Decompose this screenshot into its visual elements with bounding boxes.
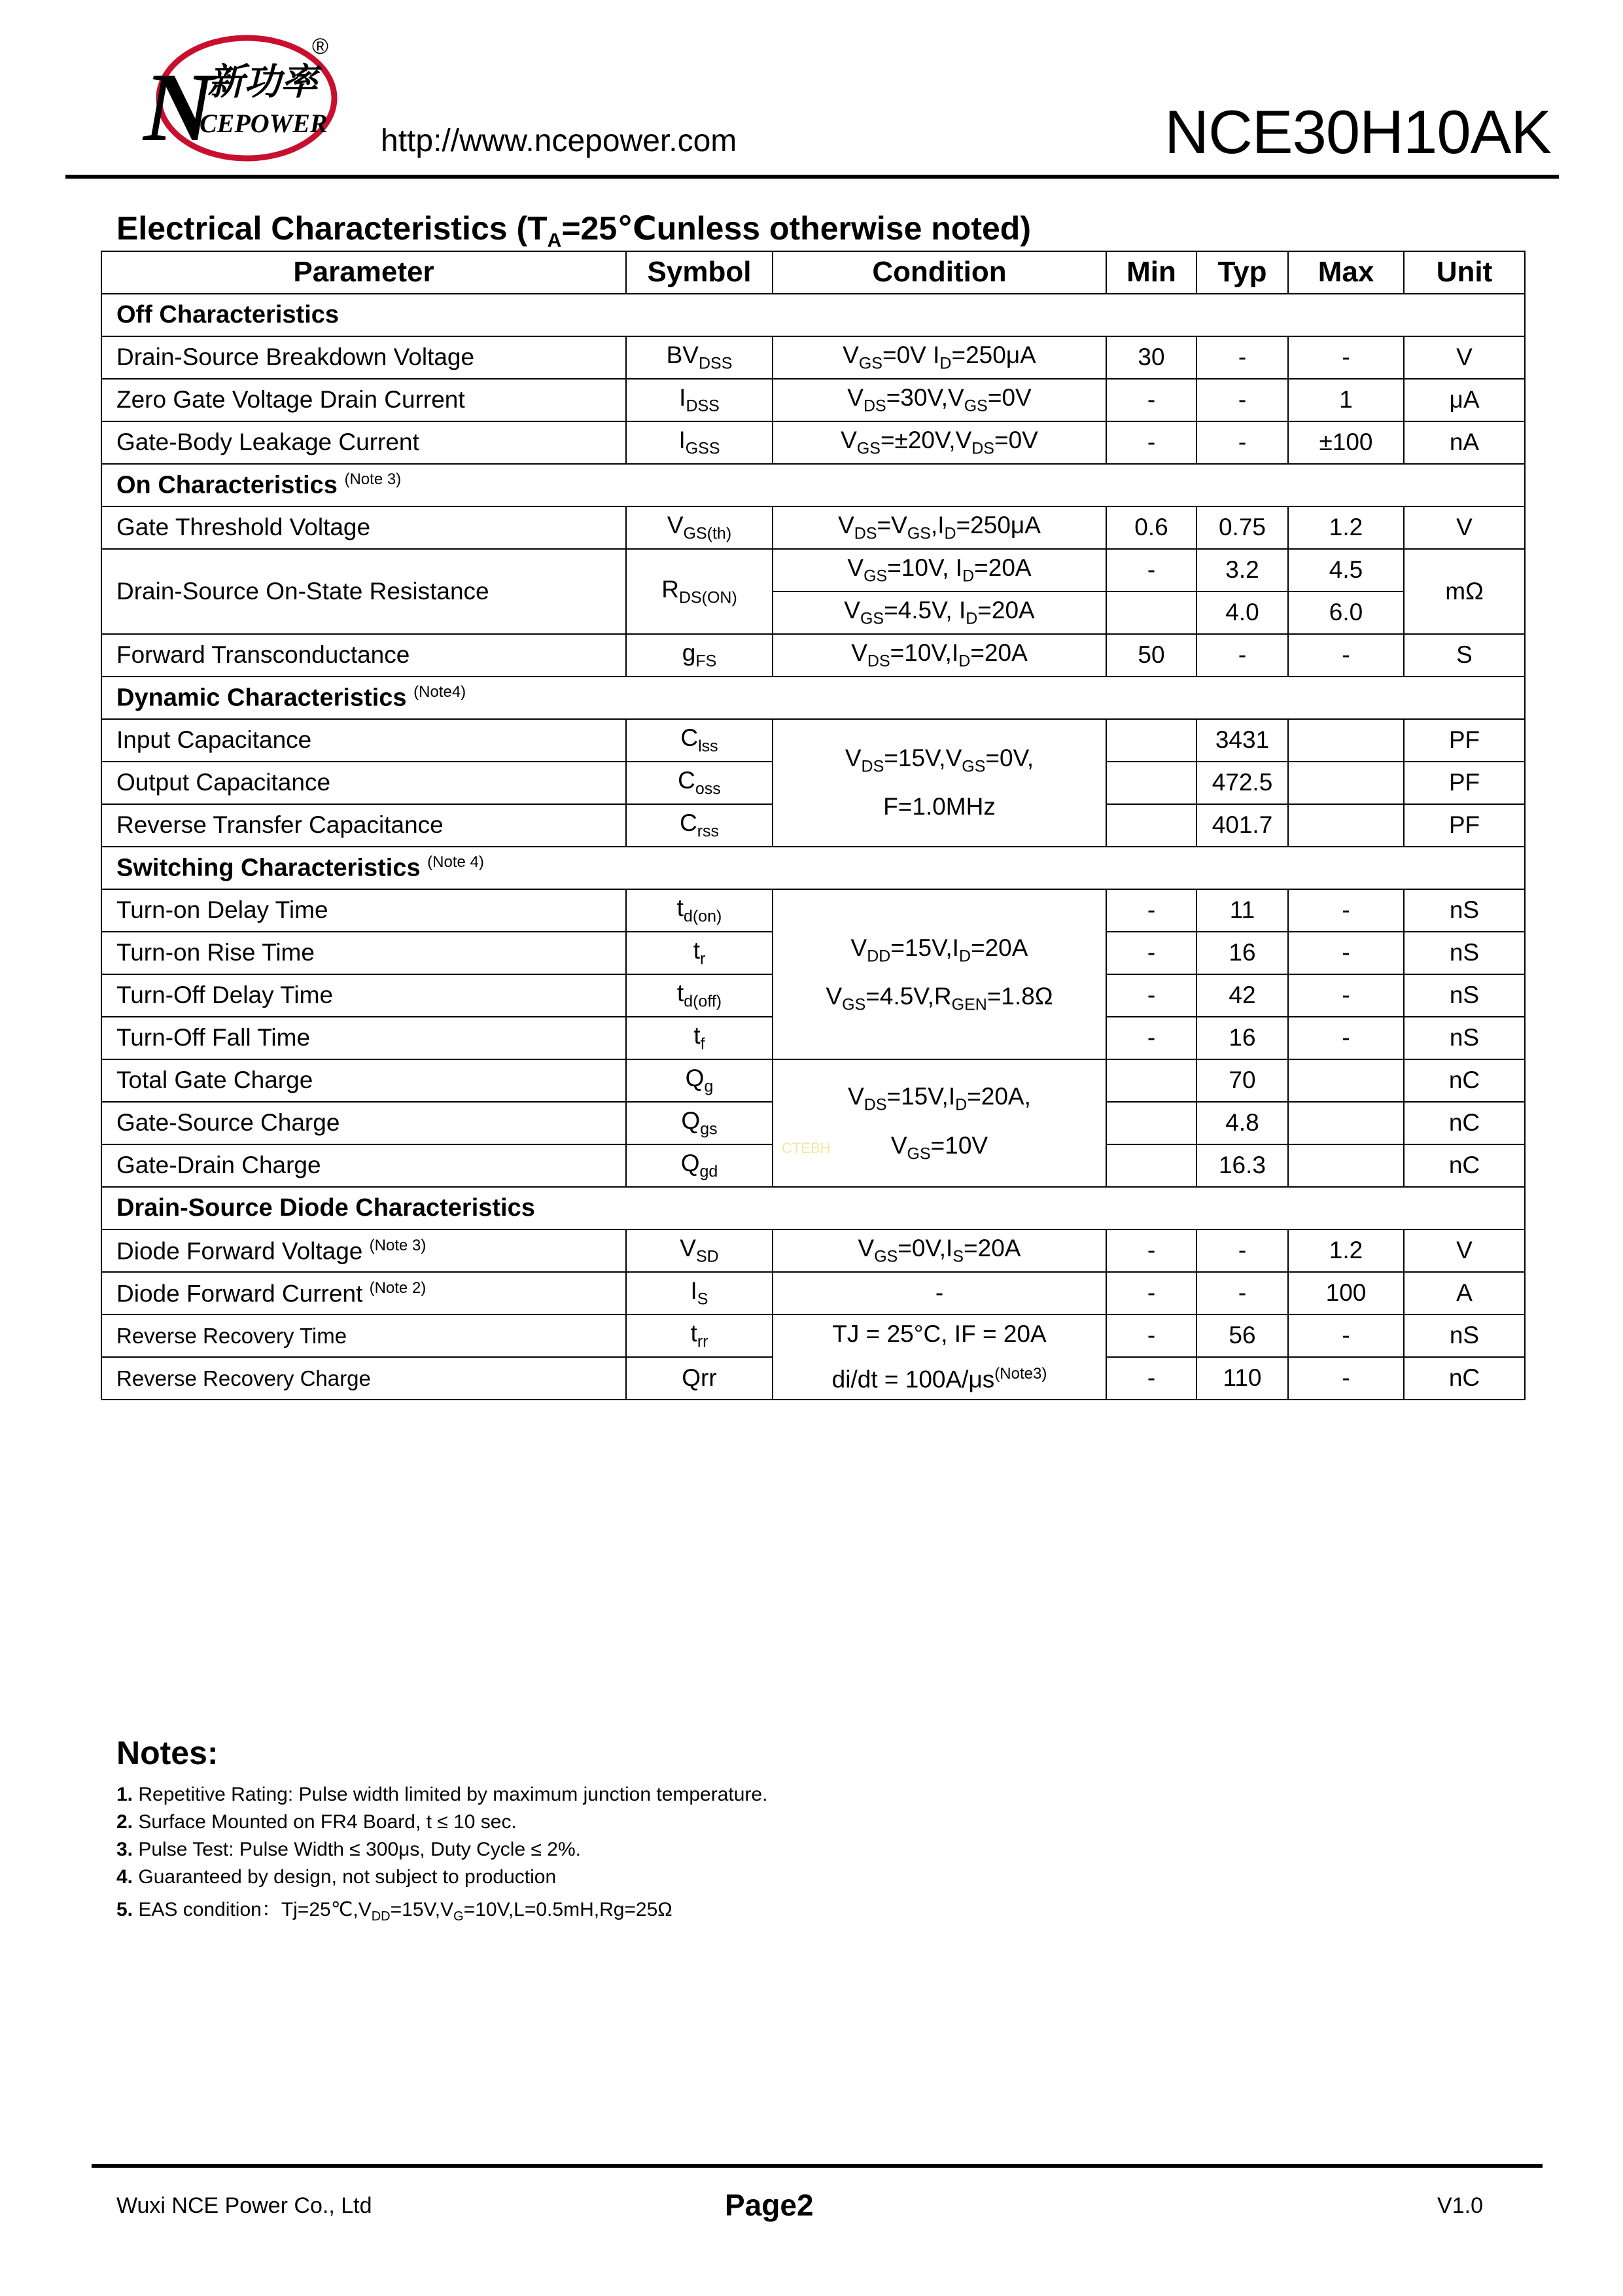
typ-cell: 56	[1196, 1315, 1288, 1357]
typ-cell: 4.8	[1196, 1102, 1288, 1144]
unit-cell: nA	[1404, 421, 1525, 464]
condition-cell: $V_{DS}=10V,I_D=20A$	[773, 634, 1106, 677]
condition-cell: $V_{DS}=15V,V_{GS}=0V$, F=1.0MHz	[773, 719, 1106, 847]
max-cell: -	[1288, 889, 1404, 932]
typ-cell: 110	[1196, 1357, 1288, 1400]
min-cell	[1106, 1059, 1196, 1102]
symbol-cell: Qrr	[626, 1357, 773, 1400]
logo-registered-mark: ®	[312, 34, 329, 59]
symbol-cell: $R_{DS(ON)}$	[626, 549, 773, 634]
param-cell: Diode Forward Voltage $^{(Note 3)}$	[101, 1229, 626, 1272]
symbol-cell: $BV_{DSS}$	[626, 336, 773, 379]
typ-cell: 4.0	[1196, 592, 1288, 634]
typ-cell: 401.7	[1196, 804, 1288, 847]
typ-cell: 3.2	[1196, 549, 1288, 592]
unit-cell: nS	[1404, 889, 1525, 932]
header-rule	[65, 175, 1559, 179]
min-cell	[1106, 592, 1196, 634]
header-typ: Typ	[1196, 251, 1288, 294]
param-cell: Input Capacitance	[101, 719, 626, 762]
website-url: http://www.ncepower.com	[381, 124, 737, 158]
condition-cell: $V_{GS}=0V$ $I_D=250\mu A$	[773, 336, 1106, 379]
min-cell	[1106, 1102, 1196, 1144]
section-row	[101, 294, 1525, 336]
electrical-characteristics-table	[101, 251, 1526, 1400]
max-cell: 6.0	[1288, 592, 1404, 634]
param-cell: Turn-on Rise Time	[101, 932, 626, 974]
condition-cell: $V_{GS}=10V$, $I_D=20A$	[773, 549, 1106, 592]
max-cell: -	[1288, 1315, 1404, 1357]
symbol-cell: $t_{d(on)}$	[626, 889, 773, 932]
param-cell: Total Gate Charge	[101, 1059, 626, 1102]
unit-cell: V	[1404, 336, 1525, 379]
min-cell: -	[1106, 379, 1196, 421]
table-row	[101, 1315, 1525, 1357]
section-row	[101, 464, 1525, 506]
typ-cell: 16	[1196, 932, 1288, 974]
unit-cell: μA	[1404, 379, 1525, 421]
symbol-cell: $V_{GS(th)}$	[626, 506, 773, 549]
min-cell: 50	[1106, 634, 1196, 677]
max-cell: -	[1288, 1017, 1404, 1059]
unit-cell: nS	[1404, 974, 1525, 1017]
note-item: 2. Surface Mounted on FR4 Board, t ≤ 10 sec.	[116, 1811, 517, 1833]
min-cell: -	[1106, 889, 1196, 932]
unit-cell: nS	[1404, 1017, 1525, 1059]
max-cell: -	[1288, 336, 1404, 379]
condition-cell: $V_{DS}=30V,V_{GS}=0V$	[773, 379, 1106, 421]
condition-cell: $V_{GS}=\pm 20V,V_{DS}=0V$	[773, 421, 1106, 464]
param-cell: Gate Threshold Voltage	[101, 506, 626, 549]
symbol-cell: $I_S$	[626, 1272, 773, 1315]
param-cell: Output Capacitance	[101, 762, 626, 804]
param-cell: Drain-Source On-State Resistance	[101, 549, 626, 634]
section-row	[101, 677, 1525, 719]
min-cell: -	[1106, 974, 1196, 1017]
section-switching-title: Switching Characteristics $^{(Note 4)}$	[101, 847, 1525, 889]
section-diode-title: Drain-Source Diode Characteristics	[101, 1187, 1525, 1229]
max-cell: -	[1288, 634, 1404, 677]
footer-rule	[92, 2164, 1543, 2168]
section-row	[101, 847, 1525, 889]
symbol-cell: $t_{d(off)}$	[626, 974, 773, 1017]
faint-watermark: CTEBH	[782, 1140, 831, 1156]
header-unit: Unit	[1404, 251, 1525, 294]
min-cell	[1106, 1144, 1196, 1187]
typ-cell: 3431	[1196, 719, 1288, 762]
unit-cell: mΩ	[1404, 549, 1525, 634]
min-cell	[1106, 719, 1196, 762]
note-item: 1. Repetitive Rating: Pulse width limited by maximum junction temperature.	[116, 1784, 768, 1805]
section-row	[101, 1187, 1525, 1229]
typ-cell: 16.3	[1196, 1144, 1288, 1187]
min-cell: -	[1106, 421, 1196, 464]
symbol-cell: $C_{rss}$	[626, 804, 773, 847]
symbol-cell: $t_r$	[626, 932, 773, 974]
typ-cell: -	[1196, 634, 1288, 677]
condition-cell: TJ = 25°C, IF = 20A $di/dt = 100A/\mu s^{(Note3)}$	[773, 1315, 1106, 1400]
symbol-cell: $Q_g$	[626, 1059, 773, 1102]
table-row	[101, 1059, 1525, 1102]
header-min: Min	[1106, 251, 1196, 294]
unit-cell: nC	[1404, 1144, 1525, 1187]
logo-n-letter: N	[143, 53, 215, 162]
symbol-cell: $t_{rr}$	[626, 1315, 773, 1357]
param-cell: Drain-Source Breakdown Voltage	[101, 336, 626, 379]
note-item: 3. Pulse Test: Pulse Width ≤ 300μs, Duty Cycle ≤ 2%.	[116, 1839, 581, 1860]
typ-cell: -	[1196, 1229, 1288, 1272]
condition-cell: $V_{DD}=15V,I_D=20A$ $V_{GS}=4.5V,R_{GEN}=1.8\Omega$	[773, 889, 1106, 1059]
max-cell: -	[1288, 932, 1404, 974]
table-row	[101, 506, 1525, 549]
param-cell: Zero Gate Voltage Drain Current	[101, 379, 626, 421]
typ-cell: -	[1196, 421, 1288, 464]
unit-cell: PF	[1404, 719, 1525, 762]
footer-page-number: Page2	[725, 2188, 814, 2222]
unit-cell: V	[1404, 1229, 1525, 1272]
min-cell: -	[1106, 1229, 1196, 1272]
min-cell: -	[1106, 1315, 1196, 1357]
max-cell	[1288, 1144, 1404, 1187]
typ-cell: 70	[1196, 1059, 1288, 1102]
typ-cell: 11	[1196, 889, 1288, 932]
notes-list	[116, 1781, 767, 1924]
typ-cell: -	[1196, 1272, 1288, 1315]
typ-cell: 472.5	[1196, 762, 1288, 804]
condition-cell: $V_{DS}=V_{GS},I_D=250\mu A$	[773, 506, 1106, 549]
param-cell: Diode Forward Current $^{(Note 2)}$	[101, 1272, 626, 1315]
max-cell: 1.2	[1288, 1229, 1404, 1272]
header-condition: Condition	[773, 251, 1106, 294]
table-row	[101, 889, 1525, 932]
unit-cell: PF	[1404, 804, 1525, 847]
footer-version: V1.0	[1437, 2193, 1483, 2218]
min-cell: -	[1106, 1272, 1196, 1315]
unit-cell: PF	[1404, 762, 1525, 804]
condition-cell: -	[773, 1272, 1106, 1315]
max-cell	[1288, 762, 1404, 804]
param-cell: Turn-on Delay Time	[101, 889, 626, 932]
param-cell: Turn-Off Fall Time	[101, 1017, 626, 1059]
param-cell: Forward Transconductance	[101, 634, 626, 677]
symbol-cell: $C_{oss}$	[626, 762, 773, 804]
param-cell: Reverse Transfer Capacitance	[101, 804, 626, 847]
symbol-cell: $I_{GSS}$	[626, 421, 773, 464]
footer-company: Wuxi NCE Power Co., Ltd	[116, 2193, 372, 2218]
max-cell	[1288, 719, 1404, 762]
table-row	[101, 1229, 1525, 1272]
note-item: 5. EAS condition：$Tj=25℃,V_{DD}=15V,V_G=10V,L=0.5mH,Rg=25\Omega$	[116, 1899, 672, 1924]
typ-cell: 0.75	[1196, 506, 1288, 549]
symbol-cell: $I_{DSS}$	[626, 379, 773, 421]
section-off-title: Off Characteristics	[101, 294, 1525, 336]
max-cell	[1288, 1102, 1404, 1144]
min-cell: 0.6	[1106, 506, 1196, 549]
table-row	[101, 719, 1525, 762]
max-cell	[1288, 804, 1404, 847]
min-cell	[1106, 762, 1196, 804]
table-row	[101, 421, 1525, 464]
param-cell: Gate-Drain Charge	[101, 1144, 626, 1187]
typ-cell: -	[1196, 336, 1288, 379]
condition-cell: $V_{GS}=4.5V$, $I_D=20A$	[773, 592, 1106, 634]
unit-cell: nC	[1404, 1059, 1525, 1102]
max-cell: -	[1288, 974, 1404, 1017]
table-row	[101, 634, 1525, 677]
max-cell: ±100	[1288, 421, 1404, 464]
typ-cell: 42	[1196, 974, 1288, 1017]
param-cell: Turn-Off Delay Time	[101, 974, 626, 1017]
max-cell: 100	[1288, 1272, 1404, 1315]
section-dynamic-title: Dynamic Characteristics $^{(Note4)}$	[101, 677, 1525, 719]
param-cell: Reverse Recovery Time	[101, 1315, 626, 1357]
logo-english-text: CEPOWER	[200, 109, 328, 138]
typ-cell: 16	[1196, 1017, 1288, 1059]
symbol-cell: $Q_{gd}$	[626, 1144, 773, 1187]
table-row	[101, 1272, 1525, 1315]
unit-cell: nC	[1404, 1357, 1525, 1400]
symbol-cell: $g_{FS}$	[626, 634, 773, 677]
section-on-title: On Characteristics $^{(Note 3)}$	[101, 464, 1525, 506]
min-cell: -	[1106, 1357, 1196, 1400]
param-cell: Gate-Body Leakage Current	[101, 421, 626, 464]
note-item: 4. Guaranteed by design, not subject to production	[116, 1866, 557, 1888]
min-cell: -	[1106, 549, 1196, 592]
min-cell	[1106, 804, 1196, 847]
max-cell: 4.5	[1288, 549, 1404, 592]
symbol-cell: $V_{SD}$	[626, 1229, 773, 1272]
header-symbol: Symbol	[626, 251, 773, 294]
table-row	[101, 336, 1525, 379]
symbol-cell: $t_f$	[626, 1017, 773, 1059]
symbol-cell: $Q_{gs}$	[626, 1102, 773, 1144]
table-header-row	[101, 251, 1525, 294]
part-number: NCE30H10AK	[1164, 97, 1551, 166]
unit-cell: V	[1404, 506, 1525, 549]
unit-cell: S	[1404, 634, 1525, 677]
notes-title: Notes:	[116, 1735, 218, 1771]
typ-cell: -	[1196, 379, 1288, 421]
header-parameter: Parameter	[101, 251, 626, 294]
unit-cell: nS	[1404, 932, 1525, 974]
max-cell: -	[1288, 1357, 1404, 1400]
section-title: Electrical Characteristics ($T_A=25℃unless$ otherwise noted)	[116, 210, 1032, 251]
unit-cell: nS	[1404, 1315, 1525, 1357]
ncepower-logo	[134, 34, 340, 165]
condition-cell: $V_{GS}=0V,I_S=20A$	[773, 1229, 1106, 1272]
min-cell: -	[1106, 932, 1196, 974]
table-row	[101, 549, 1525, 592]
max-cell	[1288, 1059, 1404, 1102]
max-cell: 1.2	[1288, 506, 1404, 549]
table-row	[101, 379, 1525, 421]
min-cell: -	[1106, 1017, 1196, 1059]
condition-cell: $V_{DS}=15V,I_D=20A$, $V_{GS}=10V$	[773, 1059, 1106, 1187]
symbol-cell: $C_{lss}$	[626, 719, 773, 762]
header-max: Max	[1288, 251, 1404, 294]
min-cell: 30	[1106, 336, 1196, 379]
param-cell: Reverse Recovery Charge	[101, 1357, 626, 1400]
param-cell: Gate-Source Charge	[101, 1102, 626, 1144]
max-cell: 1	[1288, 379, 1404, 421]
unit-cell: A	[1404, 1272, 1525, 1315]
unit-cell: nC	[1404, 1102, 1525, 1144]
logo-chinese-text: 新功率	[207, 61, 317, 103]
